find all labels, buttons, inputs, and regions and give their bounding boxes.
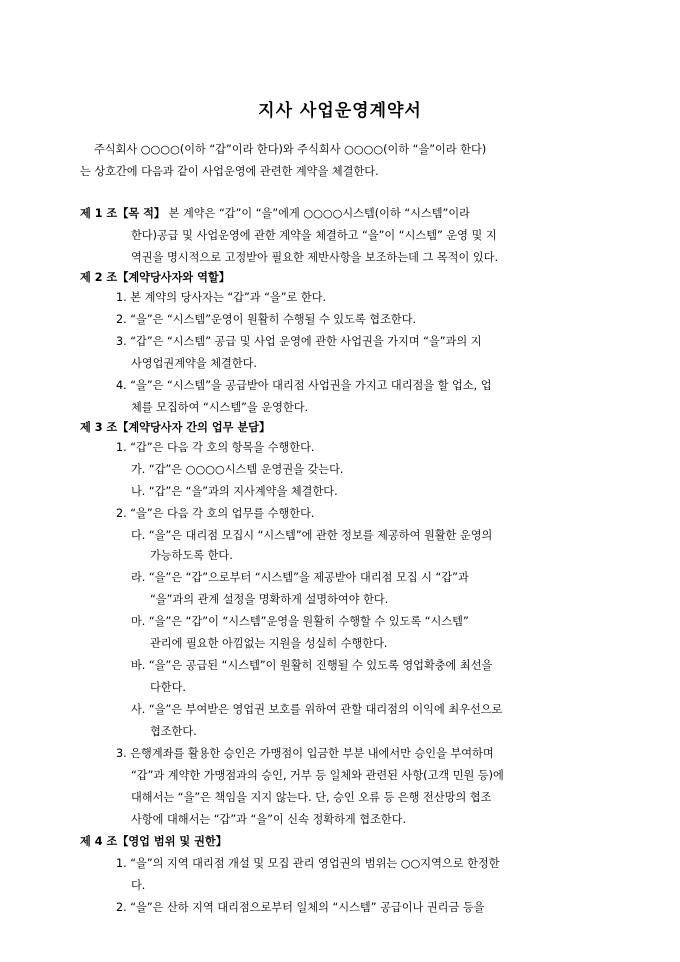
list-item: 3. “갑”은 “시스템” 공급 및 사업 운영에 관한 사업권을 가지며 “을”과의 지 (116, 335, 482, 348)
sub-item: 바. “을”은 공급된 “시스템”이 원활히 진행될 수 있도록 영업확충에 최선을 (131, 659, 493, 672)
list-item-continuation: 체를 모집하여 “시스템”을 운영한다. (131, 401, 309, 414)
list-item-continuation: 사항에 대해서는 “갑”과 “을”이 신속 정확하게 협조한다. (131, 813, 407, 826)
document-title: 지사 사업운영계약서 (258, 101, 422, 121)
sub-item-continuation: 다한다. (150, 681, 186, 694)
list-item: 1. 본 계약의 당사자는 “갑”과 “을”로 한다. (116, 291, 327, 304)
sub-item: 다. “을”은 대리점 모집시 “시스템”에 관한 정보를 제공하여 원활한 운영의 (131, 529, 493, 542)
article-3-heading: 제 3 조【계약당사자 간의 업무 분담】 (80, 421, 271, 434)
sub-item: 사. “을”은 부여받은 영업권 보호를 위하여 관할 대리점의 이익에 최우선으로 (131, 703, 503, 716)
sub-item: 나. “갑”은 “을”과의 지사계약을 체결한다. (131, 485, 338, 498)
article-line: 본 계약은 “갑”이 “을”에게 ○○○○시스템(이하 “시스템”이라 (168, 207, 470, 220)
article-line: 역권을 명시적으로 고정받아 필요한 제반사항을 보조하는데 그 목적이 있다. (131, 251, 499, 264)
list-item-continuation: 사영업권계약을 체결한다. (131, 357, 257, 370)
list-item: 1. “갑”은 다음 각 호의 항목을 수행한다. (116, 441, 315, 454)
list-item: 3. 은행계좌를 활용한 승인은 가맹점이 입금한 부분 내에서만 승인을 부여하며 (116, 747, 494, 760)
sub-item-continuation: “을”과의 관계 설정을 명확하게 설명하여야 한다. (150, 593, 389, 606)
article-4-heading: 제 4 조【영업 범위 및 권한】 (80, 835, 227, 848)
list-item: 2. “을”은 “시스템”운영이 원활히 수행될 수 있도록 협조한다. (116, 313, 417, 326)
intro-line: 는 상호간에 다음과 같이 사업운영에 관련한 계약을 체결한다. (80, 165, 379, 178)
list-item: 1. “을”의 지역 대리점 개설 및 모집 관리 영업권의 범위는 ○○지역으로 한정한 (116, 857, 500, 870)
article-2-heading: 제 2 조【계약당사자와 역할】 (80, 271, 230, 284)
article-1-text (80, 203, 470, 225)
sub-item-continuation: 협조한다. (150, 725, 197, 738)
list-item: 4. “을”은 “시스템”을 공급받아 대리점 사업권을 가지고 대리점을 할 업소, 업 (116, 379, 492, 392)
list-item-continuation: “갑”과 계약한 가맹점과의 승인, 거부 등 일체와 관련된 사항(고객 민원 등)에 (131, 769, 504, 782)
list-item-continuation: 대해서는 “을”은 책임을 지지 않는다. 단, 승인 오류 등 은행 전산망의 협조 (131, 791, 492, 804)
list-item-continuation: 다. (131, 879, 146, 892)
intro-line: 주식회사 ○○○○(이하 “갑”이라 한다)와 주식회사 ○○○○(이하 “을”이라 한다) (94, 143, 487, 156)
article-1-heading: 제 1 조【목 적】 (80, 207, 166, 220)
list-item: 2. “을”은 산하 지역 대리점으로부터 일체의 “시스템” 공급이나 권리금 등을 (116, 901, 485, 914)
article-line: 한다)공급 및 사업운영에 관한 계약을 체결하고 “을”이 “시스템” 운영 및 지 (131, 229, 497, 242)
sub-item-continuation: 가능하도록 한다. (150, 549, 233, 562)
sub-item: 마. “을”은 “갑”이 “시스템”운영을 원활히 수행할 수 있도록 “시스템” (131, 615, 469, 628)
sub-item: 가. “갑”은 ○○○○시스템 운영권을 갖는다. (131, 463, 344, 476)
sub-item-continuation: 관리에 필요한 아낌없는 지원을 성실히 수행한다. (150, 637, 388, 650)
sub-item: 라. “을”은 “갑”으로부터 “시스템”을 제공받아 대리점 모집 시 “갑”과 (131, 571, 469, 584)
list-item: 2. “을”은 다음 각 호의 업무를 수행한다. (116, 507, 315, 520)
